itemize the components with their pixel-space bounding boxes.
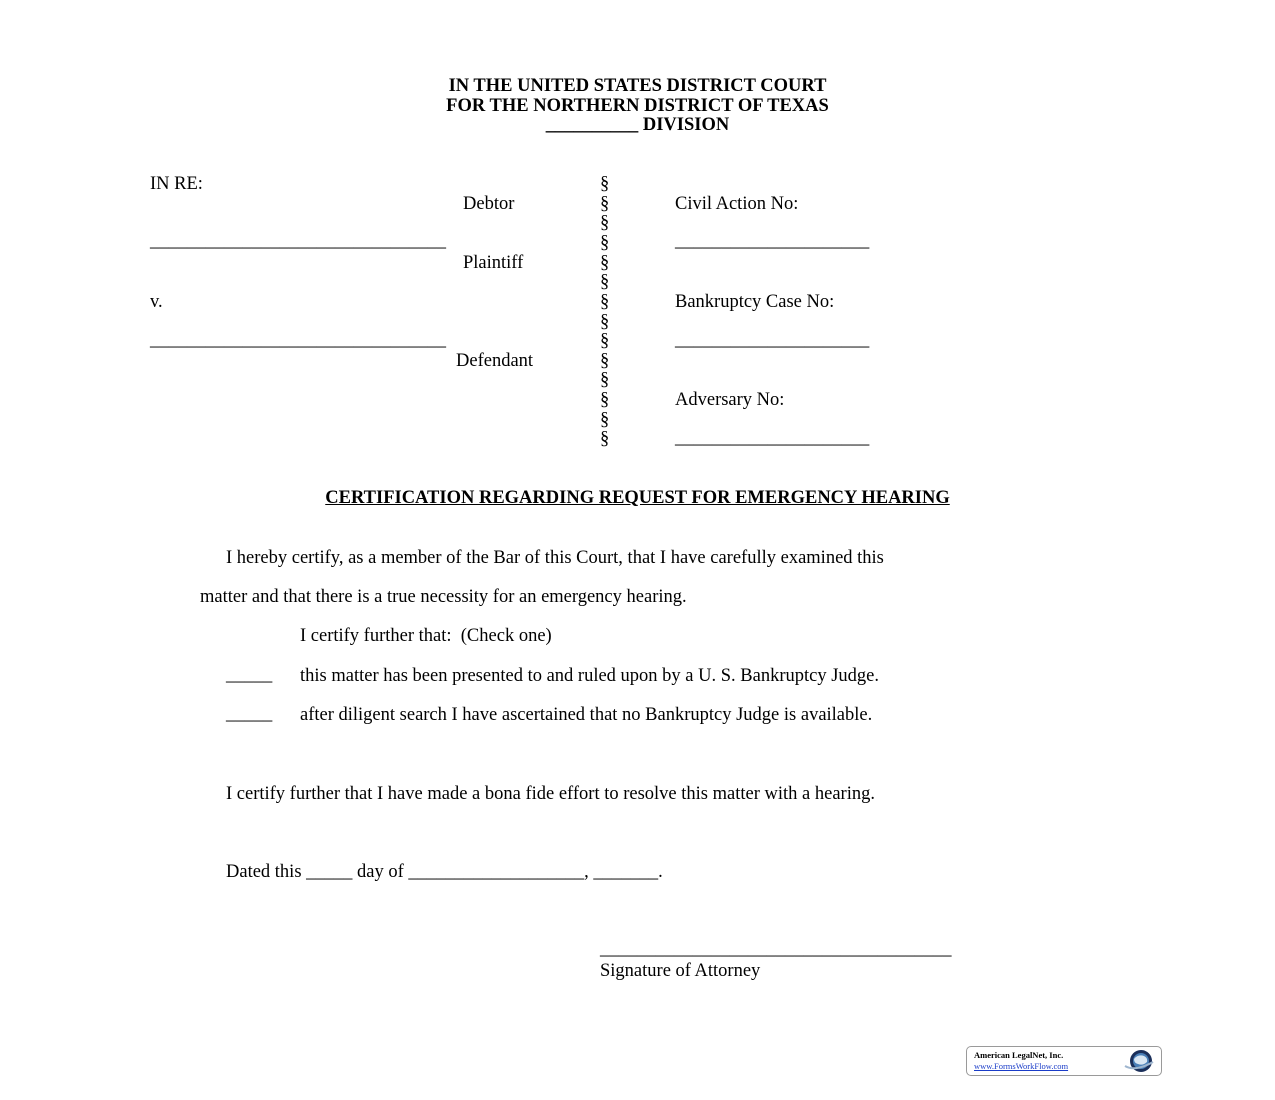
bankruptcy-case-label: Bankruptcy Case No: [675,292,835,312]
section-symbol: § [600,292,610,312]
section-symbol: § [600,272,610,292]
defendant-line: ________________________________ [150,330,446,350]
court-header-division: __________ DIVISION [545,115,730,135]
option1-checkbox-blank[interactable]: _____ [226,665,273,685]
certification-paragraph-line1: I hereby certify, as a member of the Bar of this Court, that I have carefully examined this [226,548,884,568]
certification-paragraph-line2: matter and that there is a true necessity for an emergency hearing. [200,587,687,607]
globe-icon [1121,1048,1159,1074]
adversary-label: Adversary No: [675,390,785,410]
section-symbol: § [600,253,610,273]
document-title: CERTIFICATION REGARDING REQUEST FOR EMERGENCY HEARING [325,488,950,508]
plaintiff-line: ________________________________ [150,231,446,251]
civil-action-label: Civil Action No: [675,194,799,214]
plaintiff-label: Plaintiff [463,253,524,273]
civil-action-field[interactable]: _____________________ [675,231,870,251]
logo-url-link[interactable]: www.FormsWorkFlow.com [974,1061,1069,1071]
dated-line[interactable]: Dated this _____ day of ___________________, _______. [226,862,663,882]
section-symbol: § [600,370,610,390]
signature-line[interactable]: ______________________________________ [600,939,952,959]
section-symbol: § [600,194,610,214]
section-symbol: § [600,213,610,233]
option2-checkbox-blank[interactable]: _____ [226,704,273,724]
section-symbol: § [600,351,610,371]
section-symbol: § [600,233,610,253]
section-symbol: § [600,410,610,430]
defendant-label: Defendant [456,351,534,371]
section-symbol: § [600,174,610,194]
section-symbol: § [600,312,610,332]
court-header-line2: FOR THE NORTHERN DISTRICT OF TEXAS [446,96,829,116]
bona-fide-paragraph: I certify further that I have made a bona fide effort to resolve this matter with a hearing. [226,784,875,804]
section-symbol: § [600,331,610,351]
section-symbol: § [600,390,610,410]
adversary-field[interactable]: _____________________ [675,428,870,448]
logo-company-name: American LegalNet, Inc. [974,1050,1064,1060]
in-re-label: IN RE: [150,174,203,194]
bankruptcy-case-field[interactable]: _____________________ [675,330,870,350]
signature-label: Signature of Attorney [600,961,761,981]
american-legalnet-logo[interactable] [966,1046,1162,1076]
section-symbol: § [600,429,610,449]
court-header-line1: IN THE UNITED STATES DISTRICT COURT [448,76,827,96]
debtor-label: Debtor [463,194,515,214]
option2-text: after diligent search I have ascertained that no Bankruptcy Judge is available. [300,705,873,725]
check-one-intro: I certify further that: (Check one) [300,626,552,646]
versus-label: v. [150,292,163,312]
option1-text: this matter has been presented to and ruled upon by a U. S. Bankruptcy Judge. [300,666,880,686]
